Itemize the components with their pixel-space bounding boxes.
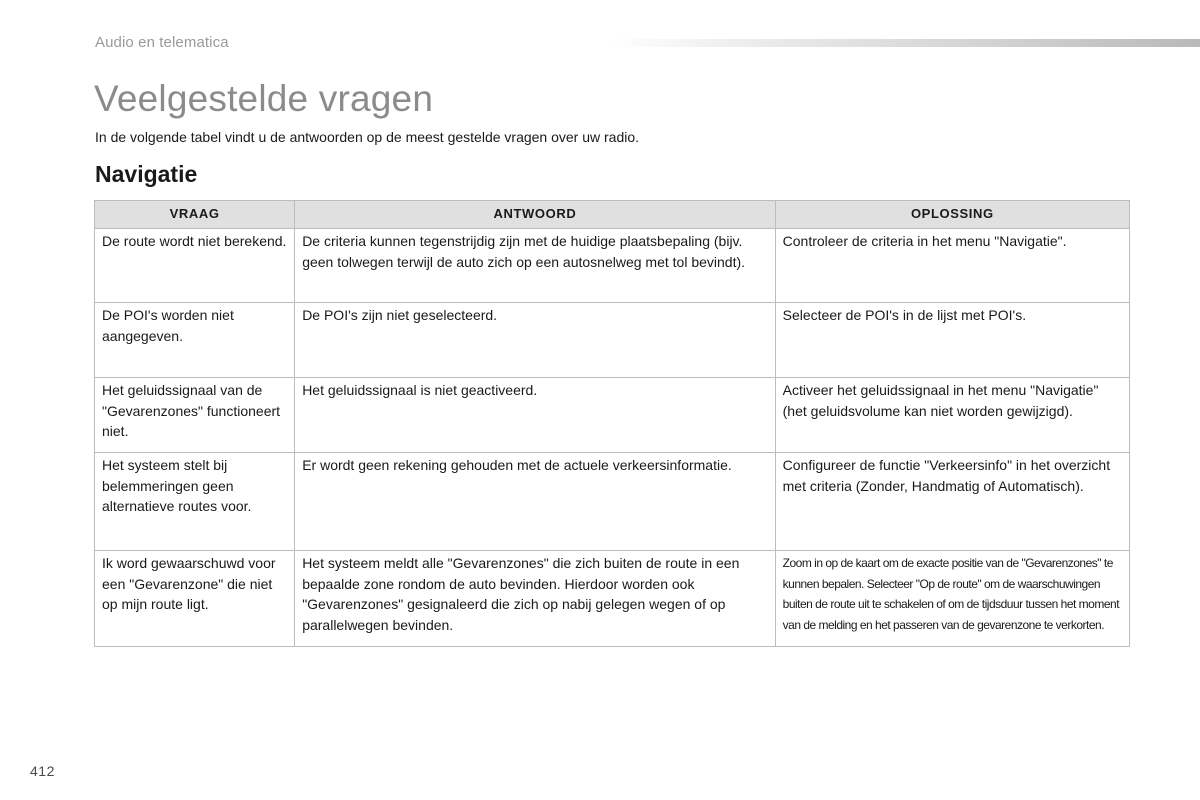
- table-row: [95, 378, 1130, 453]
- answer-cell: De POI's zijn niet geselecteerd.: [295, 303, 775, 378]
- column-header-answer: ANTWOORD: [295, 201, 775, 229]
- table-row: [95, 551, 1130, 647]
- column-header-question: VRAAG: [95, 201, 295, 229]
- answer-cell: Het geluidssignaal is niet geactiveerd.: [295, 378, 775, 453]
- page-number: 412: [30, 763, 55, 779]
- answer-cell: De criteria kunnen tegenstrijdig zijn met de huidige plaatsbepaling (bijv. geen tolwegen terwijl de auto zich op een autosnelweg met tol bevindt).: [295, 229, 775, 303]
- header-gradient-bar: [605, 39, 1200, 47]
- solution-cell: Configureer de functie "Verkeersinfo" in het overzicht met criteria (Zonder, Handmatig of Automatisch).: [775, 453, 1129, 551]
- faq-table: [94, 200, 1130, 647]
- question-cell: Ik word gewaarschuwd voor een "Gevarenzone" die niet op mijn route ligt.: [95, 551, 295, 647]
- solution-cell: Selecteer de POI's in de lijst met POI's.: [775, 303, 1129, 378]
- answer-cell: Het systeem meldt alle "Gevarenzones" die zich buiten de route in een bepaalde zone rondom de auto bevinden. Hierdoor worden ook "Gevarenzones" gesignaleerd die zich op nabij gelegen wegen of op parallelwegen bevinden.: [295, 551, 775, 647]
- question-cell: Het geluidssignaal van de "Gevarenzones" functioneert niet.: [95, 378, 295, 453]
- section-label: Audio en telematica: [95, 34, 229, 51]
- question-cell: De POI's worden niet aangegeven.: [95, 303, 295, 378]
- column-header-solution: OPLOSSING: [775, 201, 1129, 229]
- section-subtitle: Navigatie: [95, 161, 198, 187]
- question-cell: De route wordt niet berekend.: [95, 229, 295, 303]
- answer-cell: Er wordt geen rekening gehouden met de actuele verkeersinformatie.: [295, 453, 775, 551]
- table-row: [95, 453, 1130, 551]
- table-header-row: [95, 201, 1130, 229]
- solution-cell: Activeer het geluidssignaal in het menu "Navigatie" (het geluidsvolume kan niet worden gewijzigd).: [775, 378, 1129, 453]
- intro-text: In de volgende tabel vindt u de antwoorden op de meest gestelde vragen over uw radio.: [95, 129, 640, 145]
- table-row: [95, 303, 1130, 378]
- page-title: Veelgestelde vragen: [94, 78, 434, 119]
- table-row: [95, 229, 1130, 303]
- question-cell: Het systeem stelt bij belemmeringen geen alternatieve routes voor.: [95, 453, 295, 551]
- solution-cell: Zoom in op de kaart om de exacte positie van de "Gevarenzones" te kunnen bepalen. Selecteer "Op de route" om de waarschuwingen buiten de route uit te schakelen of om de tijdsduur tussen het moment van de melding en het passeren van de gevarenzone te verkorten.: [775, 551, 1129, 647]
- solution-cell: Controleer de criteria in het menu "Navigatie".: [775, 229, 1129, 303]
